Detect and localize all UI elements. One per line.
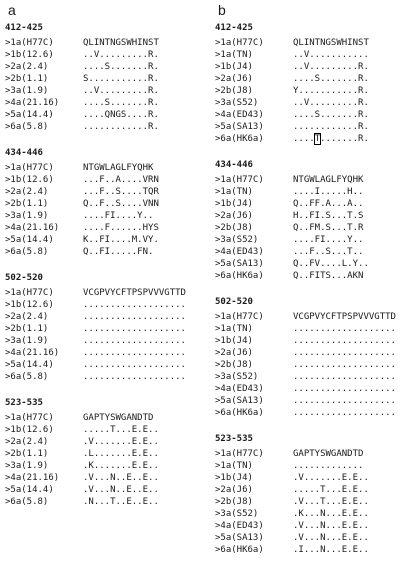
sequence-text: ..V.........R. (83, 86, 159, 96)
sequence-row (215, 448, 396, 460)
strain-label: >3a(1.9) (5, 211, 49, 221)
sequence-text: ....S.......R. (83, 98, 159, 108)
sequence-text: .V...T...E.E.. (293, 497, 369, 507)
sequence-row (5, 97, 186, 109)
sequence-text: ................... (83, 300, 186, 310)
alignment-block (215, 22, 396, 145)
panel-b-letter: b (218, 2, 226, 18)
strain-label: >3a(S52) (215, 235, 259, 245)
sequence-row (215, 85, 396, 97)
sequence-row (5, 299, 186, 311)
strain-label: >1a(H77C) (5, 163, 54, 173)
residue-range-title: 412-425 (5, 23, 43, 33)
sequence-row (215, 496, 396, 508)
strain-label: >2b(J8) (215, 497, 253, 507)
sequence-text: ................... (293, 336, 396, 346)
strain-label: >1b(12.6) (5, 175, 54, 185)
sequence-row (5, 436, 186, 448)
strain-label: >1a(TN) (215, 187, 253, 197)
sequence-text: ....I.....H.. (293, 187, 364, 197)
sequence-row (215, 234, 396, 246)
alignment-block (215, 296, 396, 419)
strain-label: >5a(SA13) (215, 533, 264, 543)
strain-label: >4a(ED43) (215, 247, 264, 257)
strain-label: >1a(TN) (215, 324, 253, 334)
sequence-text: ...F..S...T.. (293, 247, 364, 257)
sequence-text: S...........R. (83, 74, 159, 84)
residue-range-title: 523-535 (215, 434, 253, 444)
sequence-row (215, 472, 396, 484)
residue-range-title: 502-520 (5, 273, 43, 283)
sequence-text: ..V........... (293, 50, 369, 60)
sequence-text: Q..FM.S...T.R (293, 223, 364, 233)
sequence-row (215, 311, 396, 323)
strain-label: >5a(SA13) (215, 122, 264, 132)
strain-label: >2a(J6) (215, 348, 253, 358)
sequence-text: H..FI.S...T.S (293, 211, 364, 221)
residue-range-title: 523-535 (5, 398, 43, 408)
sequence-row (215, 270, 396, 282)
strain-label: >1b(J4) (215, 62, 253, 72)
sequence-row (5, 37, 186, 49)
strain-label: >4a(21.16) (5, 223, 60, 233)
strain-label: >1a(H77C) (215, 38, 264, 48)
sequence-text: ..V.........R. (293, 62, 369, 72)
strain-label: >4a(21.16) (5, 98, 60, 108)
sequence-text: ............. (293, 461, 364, 471)
sequence-text: K..FI....M.VY. (83, 235, 159, 245)
sequence-text: NTGWLAGLFYQHK (293, 175, 364, 185)
highlighted-residue: T (314, 134, 321, 144)
sequence-text: ................... (293, 348, 396, 358)
strain-label: >4a(ED43) (215, 384, 264, 394)
strain-label: >3a(1.9) (5, 336, 49, 346)
strain-label: >2b(1.1) (5, 199, 49, 209)
sequence-text: ....F......HYS (83, 223, 159, 233)
strain-label: >5a(14.4) (5, 485, 54, 495)
sequence-row (5, 174, 186, 186)
sequence-row (5, 484, 186, 496)
sequence-row (5, 472, 186, 484)
alignment-block (215, 159, 396, 282)
sequence-row (5, 347, 186, 359)
sequence-text: ............R. (293, 122, 369, 132)
strain-label: >6a(HK6a) (215, 134, 264, 144)
sequence-row (5, 186, 186, 198)
sequence-text: ....S.......R. (83, 62, 159, 72)
sequence-text: .I...N...E.E.. (293, 545, 369, 555)
sequence-text: ....QNGS....R. (83, 110, 159, 120)
sequence-text: ...F..A....VRN (83, 175, 159, 185)
alignment-block (5, 397, 186, 508)
sequence-text: QLINTNGSWHINST (293, 38, 369, 48)
sequence-row (215, 109, 396, 121)
sequence-row (5, 73, 186, 85)
strain-label: >6a(5.8) (5, 122, 49, 132)
sequence-row (5, 234, 186, 246)
strain-label: >4a(21.16) (5, 348, 60, 358)
strain-label: >1a(H77C) (5, 288, 54, 298)
strain-label: >6a(HK6a) (215, 408, 264, 418)
sequence-text: .....T...E.E.. (293, 485, 369, 495)
strain-label: >1b(12.6) (5, 425, 54, 435)
sequence-text: VCGPVYCFTPSPVVVGTTD (83, 288, 186, 298)
sequence-text: ................... (83, 324, 186, 334)
strain-label: >3a(S52) (215, 509, 259, 519)
sequence-row (5, 287, 186, 299)
strain-label: >1b(J4) (215, 336, 253, 346)
sequence-row (5, 198, 186, 210)
strain-label: >5a(14.4) (5, 360, 54, 370)
sequence-text: .N...T..E..E.. (83, 497, 159, 507)
strain-label: >6a(5.8) (5, 247, 49, 257)
strain-label: >2a(2.4) (5, 312, 49, 322)
sequence-row (5, 85, 186, 97)
strain-label: >1b(12.6) (5, 300, 54, 310)
sequence-text: ....S.......R. (293, 74, 369, 84)
sequence-text: Q..F..S....VNN (83, 199, 159, 209)
sequence-text: Q..FV....L.Y.. (293, 259, 369, 269)
sequence-row (215, 37, 396, 49)
residue-range-title: 434-446 (5, 148, 43, 158)
sequence-text: ................... (293, 372, 396, 382)
strain-label: >3a(1.9) (5, 86, 49, 96)
alignment-block (5, 272, 186, 383)
sequence-text: .K.......E.E.. (83, 461, 159, 471)
strain-label: >2a(J6) (215, 211, 253, 221)
sequence-text: QLINTNGSWHINST (83, 38, 159, 48)
sequence-text: GAPTYSWGANDTD (293, 449, 364, 459)
sequence-row (5, 162, 186, 174)
sequence-row (5, 323, 186, 335)
strain-label: >6a(5.8) (5, 372, 49, 382)
strain-label: >3a(S52) (215, 372, 259, 382)
sequence-text: ................... (293, 384, 396, 394)
sequence-row (215, 246, 396, 258)
sequence-text: .V.......E.E.. (293, 473, 369, 483)
sequence-text: ..V.........R. (83, 50, 159, 60)
sequence-row (215, 407, 396, 419)
alignment-block (215, 433, 396, 556)
sequence-text: .V.......E.E.. (83, 437, 159, 447)
strain-label: >2b(1.1) (5, 74, 49, 84)
sequence-text: ....S.......R. (293, 110, 369, 120)
strain-label: >2a(2.4) (5, 187, 49, 197)
sequence-text: ............R. (83, 122, 159, 132)
sequence-text: Q..FI.....FN. (83, 247, 154, 257)
strain-label: >1b(J4) (215, 473, 253, 483)
sequence-row (5, 424, 186, 436)
strain-label: >2a(J6) (215, 485, 253, 495)
sequence-row (215, 198, 396, 210)
sequence-row (215, 222, 396, 234)
sequence-row (5, 460, 186, 472)
strain-label: >2a(2.4) (5, 62, 49, 72)
sequence-row (5, 448, 186, 460)
strain-label: >1a(H77C) (215, 449, 264, 459)
sequence-row (215, 371, 396, 383)
sequence-text: .V...N..E..E.. (83, 473, 159, 483)
sequence-row (215, 520, 396, 532)
sequence-row (5, 311, 186, 323)
strain-label: >1a(H77C) (215, 175, 264, 185)
sequence-text: ....FI....Y.. (293, 235, 364, 245)
sequence-row (215, 395, 396, 407)
sequence-row (215, 347, 396, 359)
sequence-text: ................... (83, 372, 186, 382)
sequence-row (215, 61, 396, 73)
alignment-block (5, 22, 186, 133)
strain-label: >5a(SA13) (215, 259, 264, 269)
alignment-panel-b (215, 22, 396, 570)
sequence-text: ....T.......R. (293, 134, 369, 144)
sequence-row (5, 61, 186, 73)
sequence-text: ................... (293, 324, 396, 334)
strain-label: >1b(J4) (215, 199, 253, 209)
sequence-row (5, 412, 186, 424)
sequence-text: ................... (83, 312, 186, 322)
sequence-text: Y...........R. (293, 86, 369, 96)
strain-label: >5a(14.4) (5, 110, 54, 120)
sequence-row (5, 371, 186, 383)
strain-label: >5a(14.4) (5, 235, 54, 245)
sequence-row (215, 121, 396, 133)
sequence-text: Q..FITS...AKN (293, 271, 364, 281)
sequence-text: ................... (293, 408, 396, 418)
residue-range-title: 412-425 (215, 23, 253, 33)
sequence-text: GAPTYSWGANDTD (83, 413, 154, 423)
strain-label: >2b(J8) (215, 86, 253, 96)
strain-label: >1a(H77C) (5, 413, 54, 423)
sequence-row (215, 335, 396, 347)
residue-range-title: 502-520 (215, 297, 253, 307)
sequence-row (215, 210, 396, 222)
strain-label: >2b(1.1) (5, 449, 49, 459)
strain-label: >3a(1.9) (5, 461, 49, 471)
panel-a-letter: a (8, 2, 16, 18)
strain-label: >1a(H77C) (5, 38, 54, 48)
sequence-row (5, 49, 186, 61)
sequence-row (215, 383, 396, 395)
strain-label: >2b(J8) (215, 223, 253, 233)
sequence-row (215, 97, 396, 109)
sequence-row (215, 544, 396, 556)
strain-label: >3a(S52) (215, 98, 259, 108)
sequence-row (5, 496, 186, 508)
sequence-text: .K...N...E.E.. (293, 509, 369, 519)
strain-label: >2b(1.1) (5, 324, 49, 334)
sequence-text: ................... (293, 396, 396, 406)
sequence-text: VCGPVYCFTPSPVVVGTTD (293, 312, 396, 322)
sequence-text: ...F..S....TQR (83, 187, 159, 197)
strain-label: >1a(H77C) (215, 312, 264, 322)
sequence-row (5, 109, 186, 121)
sequence-text: ................... (83, 360, 186, 370)
alignment-panel-a (5, 22, 186, 522)
sequence-text: Q..FF.A...A.. (293, 199, 364, 209)
sequence-row (5, 246, 186, 258)
alignment-block (5, 147, 186, 258)
sequence-text: ..V.........R. (293, 98, 369, 108)
sequence-text: .....T...E.E.. (83, 425, 159, 435)
sequence-row (215, 359, 396, 371)
sequence-row (5, 222, 186, 234)
sequence-row (5, 335, 186, 347)
sequence-text: ................... (293, 360, 396, 370)
strain-label: >1a(TN) (215, 461, 253, 471)
sequence-text: NTGWLAGLFYQHK (83, 163, 154, 173)
sequence-row (215, 133, 396, 145)
sequence-row (5, 359, 186, 371)
sequence-row (215, 186, 396, 198)
sequence-row (215, 532, 396, 544)
sequence-text: .V...N..E..E.. (83, 485, 159, 495)
sequence-text: .L.......E.E.. (83, 449, 159, 459)
sequence-text: .V...N...E.E.. (293, 521, 369, 531)
strain-label: >2b(J8) (215, 360, 253, 370)
strain-label: >6a(HK6a) (215, 545, 264, 555)
strain-label: >6a(5.8) (5, 497, 49, 507)
sequence-row (215, 508, 396, 520)
sequence-row (215, 258, 396, 270)
strain-label: >4a(ED43) (215, 521, 264, 531)
strain-label: >4a(21.16) (5, 473, 60, 483)
sequence-text: ....FI....Y.. (83, 211, 154, 221)
strain-label: >2a(2.4) (5, 437, 49, 447)
strain-label: >1b(12.6) (5, 50, 54, 60)
sequence-row (215, 460, 396, 472)
residue-range-title: 434-446 (215, 160, 253, 170)
strain-label: >4a(ED43) (215, 110, 264, 120)
strain-label: >6a(HK6a) (215, 271, 264, 281)
strain-label: >5a(SA13) (215, 396, 264, 406)
sequence-text: .V...N...E.E.. (293, 533, 369, 543)
sequence-row (5, 121, 186, 133)
sequence-row (215, 323, 396, 335)
sequence-row (215, 174, 396, 186)
sequence-text: ................... (83, 336, 186, 346)
strain-label: >1a(TN) (215, 50, 253, 60)
sequence-text: ................... (83, 348, 186, 358)
sequence-row (215, 484, 396, 496)
sequence-row (5, 210, 186, 222)
sequence-row (215, 49, 396, 61)
sequence-row (215, 73, 396, 85)
strain-label: >2a(J6) (215, 74, 253, 84)
